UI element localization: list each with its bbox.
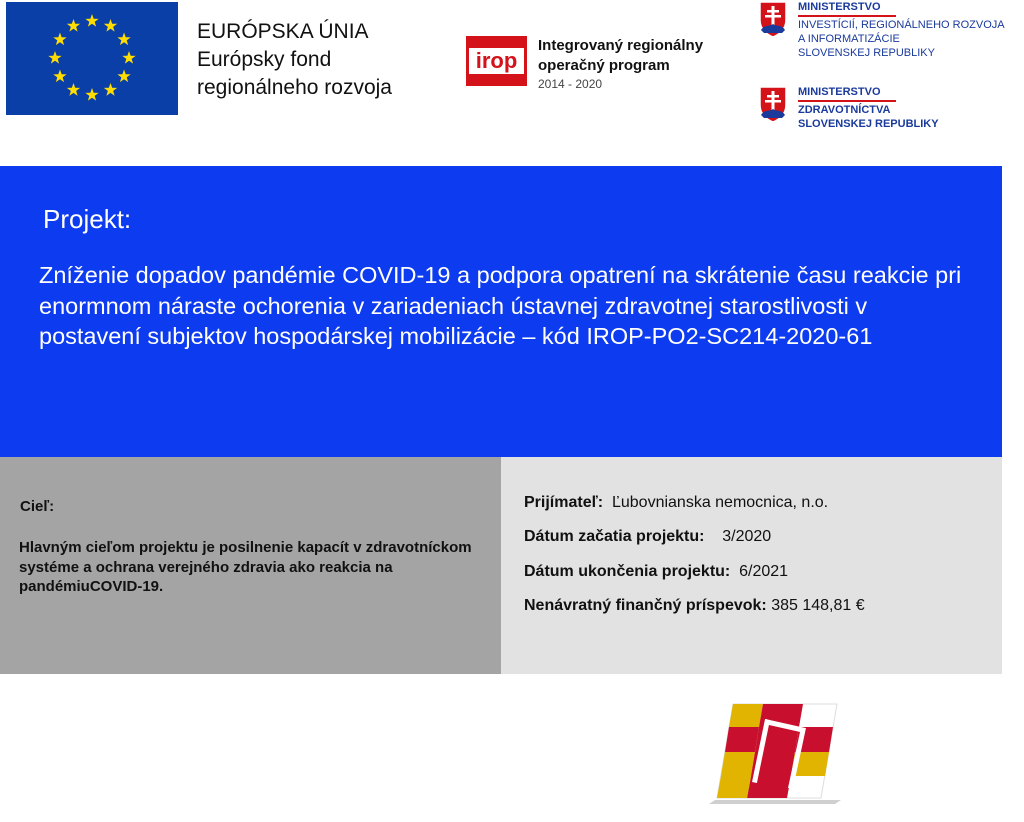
ministry-health-line-1: ZDRAVOTNÍCTVA [798,104,891,116]
irop-title-line-2: operačný program [538,57,670,74]
eu-flag-logo [6,2,178,115]
goal-text: Hlavným cieľom projektu je posilnenie kapacít v zdravotníckom systéme a ochrana verejného zdravia ako reakcia na pandémiuCOVID-19. [19,539,472,595]
eu-stars-icon [6,2,178,115]
recipient-value: Ľubovnianska nemocnica, n.o. [611,494,829,511]
eu-star-icon [117,70,130,83]
hospital-logo [705,700,847,804]
start-date-label: Dátum začatia projektu: [524,528,705,545]
eu-star-icon [53,70,66,83]
start-date-value: 3/2020 [722,528,772,545]
eu-star-icon [85,14,98,27]
start-date-row [524,528,771,546]
ministry-health-title: MINISTERSTVO [798,86,881,98]
eu-star-icon [85,88,98,101]
project-info-panel [501,457,1002,674]
eu-fund-line: Európsky fond [197,48,332,71]
ministry-investments-line-1: INVESTÍCIÍ, REGIONÁLNEHO ROZVOJA [798,19,1005,31]
eu-fund-line-2: regionálneho rozvoja [197,76,392,99]
recipient-label: Prijímateľ: [524,494,604,511]
ministry-health-line-2: SLOVENSKEJ REPUBLIKY [798,118,939,130]
goal-label: Cieľ: [20,498,55,515]
slovak-coat-of-arms-icon [758,0,788,38]
grant-row [524,597,865,615]
eu-star-icon [53,33,66,46]
slovak-coat-of-arms-icon [758,85,788,123]
eu-title: EURÓPSKA ÚNIA [197,20,369,43]
irop-logo [466,36,527,86]
end-date-label: Dátum ukončenia projektu: [524,563,731,580]
ministry-investments-rule [798,15,896,17]
goal-panel [0,457,501,674]
irop-logo-text: irop [475,48,518,73]
eu-star-icon [104,83,117,96]
ministry-investments-line-2: A INFORMATIZÁCIE [798,33,900,45]
eu-star-icon [104,19,117,32]
irop-title-line-1: Integrovaný regionálny [538,37,704,54]
project-panel [0,166,1002,457]
recipient-row [524,494,828,512]
grant-value: 385 148,81 € [771,597,865,614]
project-label: Projekt: [43,204,132,234]
eu-star-icon [67,83,80,96]
end-date-value: 6/2021 [739,563,789,580]
ministry-investments-title: MINISTERSTVO [798,1,881,13]
ministry-health-rule [798,100,896,102]
irop-caption [538,36,703,92]
eu-star-icon [122,51,135,64]
irop-years: 2014 - 2020 [538,77,603,91]
grant-label: Nenávratný finančný príspevok: [524,597,767,614]
eu-caption [197,18,392,102]
project-title: Zníženie dopadov pandémie COVID-19 a podpora opatrení na skrátenie času reakcie pri enormnom náraste ochorenia v zariadeniach ústavnej zdravotnej starostlivosti v postavení subjektov hospodárskej mobilizácie – kód IROP-PO2-SC214-2020-61 [39,262,962,349]
eu-star-icon [48,51,61,64]
eu-star-icon [117,33,130,46]
eu-star-icon [67,19,80,32]
ministry-investments-line-3: SLOVENSKEJ REPUBLIKY [798,47,935,59]
end-date-row [524,563,788,581]
